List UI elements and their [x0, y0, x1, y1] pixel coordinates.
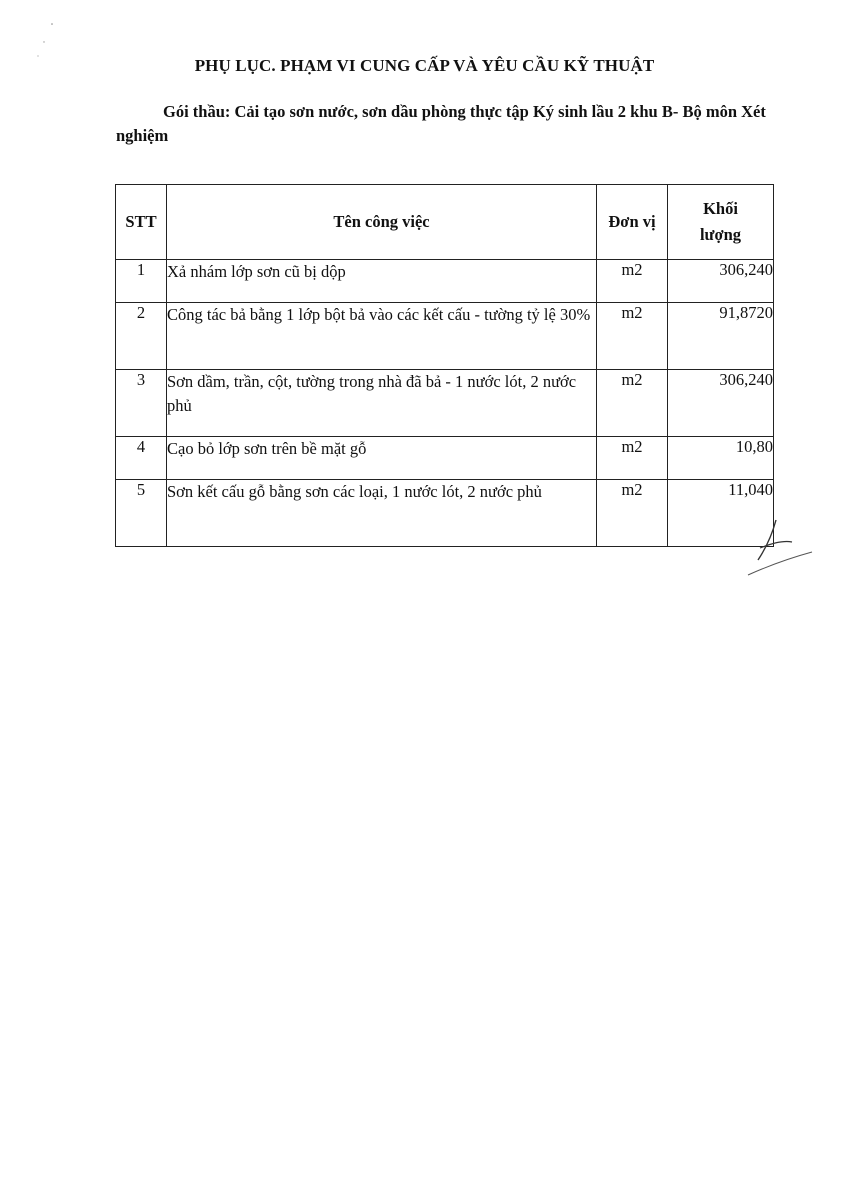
row-task-name: Xả nhám lớp sơn cũ bị dộp [167, 260, 597, 303]
document-subtitle: Gói thầu: Cải tạo sơn nước, sơn dầu phòng thực tập Ký sinh lầu 2 khu B- Bộ môn Xét nghiệm [116, 102, 766, 145]
row-unit: m2 [597, 437, 668, 480]
document-title: PHỤ LỤC. PHẠM VI CUNG CẤP VÀ YÊU CẦU KỸ THUẬT [194, 56, 655, 75]
row-unit: m2 [597, 260, 668, 303]
row-task-name: Sơn kết cấu gỗ bằng sơn các loại, 1 nước lót, 2 nước phủ [167, 480, 597, 547]
header-stt: STT [116, 185, 167, 260]
row-task-name: Cạo bỏ lớp sơn trên bề mặt gỗ [167, 437, 597, 480]
row-quantity: 10,80 [668, 437, 774, 480]
row-quantity: 306,240 [668, 260, 774, 303]
row-unit: m2 [597, 480, 668, 547]
row-quantity: 306,240 [668, 370, 774, 437]
header-quantity: Khối lượng [668, 185, 774, 260]
row-stt: 3 [116, 370, 167, 437]
row-task-name: Sơn dầm, trần, cột, tường trong nhà đã bả - 1 nước lót, 2 nước phủ [167, 370, 597, 437]
row-stt: 4 [116, 437, 167, 480]
row-stt: 2 [116, 303, 167, 370]
row-unit: m2 [597, 303, 668, 370]
row-quantity: 11,040 [668, 480, 774, 547]
row-quantity: 91,8720 [668, 303, 774, 370]
header-unit: Đơn vị [597, 185, 668, 260]
row-stt: 1 [116, 260, 167, 303]
header-task-name: Tên công việc [167, 185, 597, 260]
row-stt: 5 [116, 480, 167, 547]
row-unit: m2 [597, 370, 668, 437]
row-task-name: Công tác bả bằng 1 lớp bột bả vào các kết cấu - tường tỷ lệ 30% [167, 303, 597, 370]
